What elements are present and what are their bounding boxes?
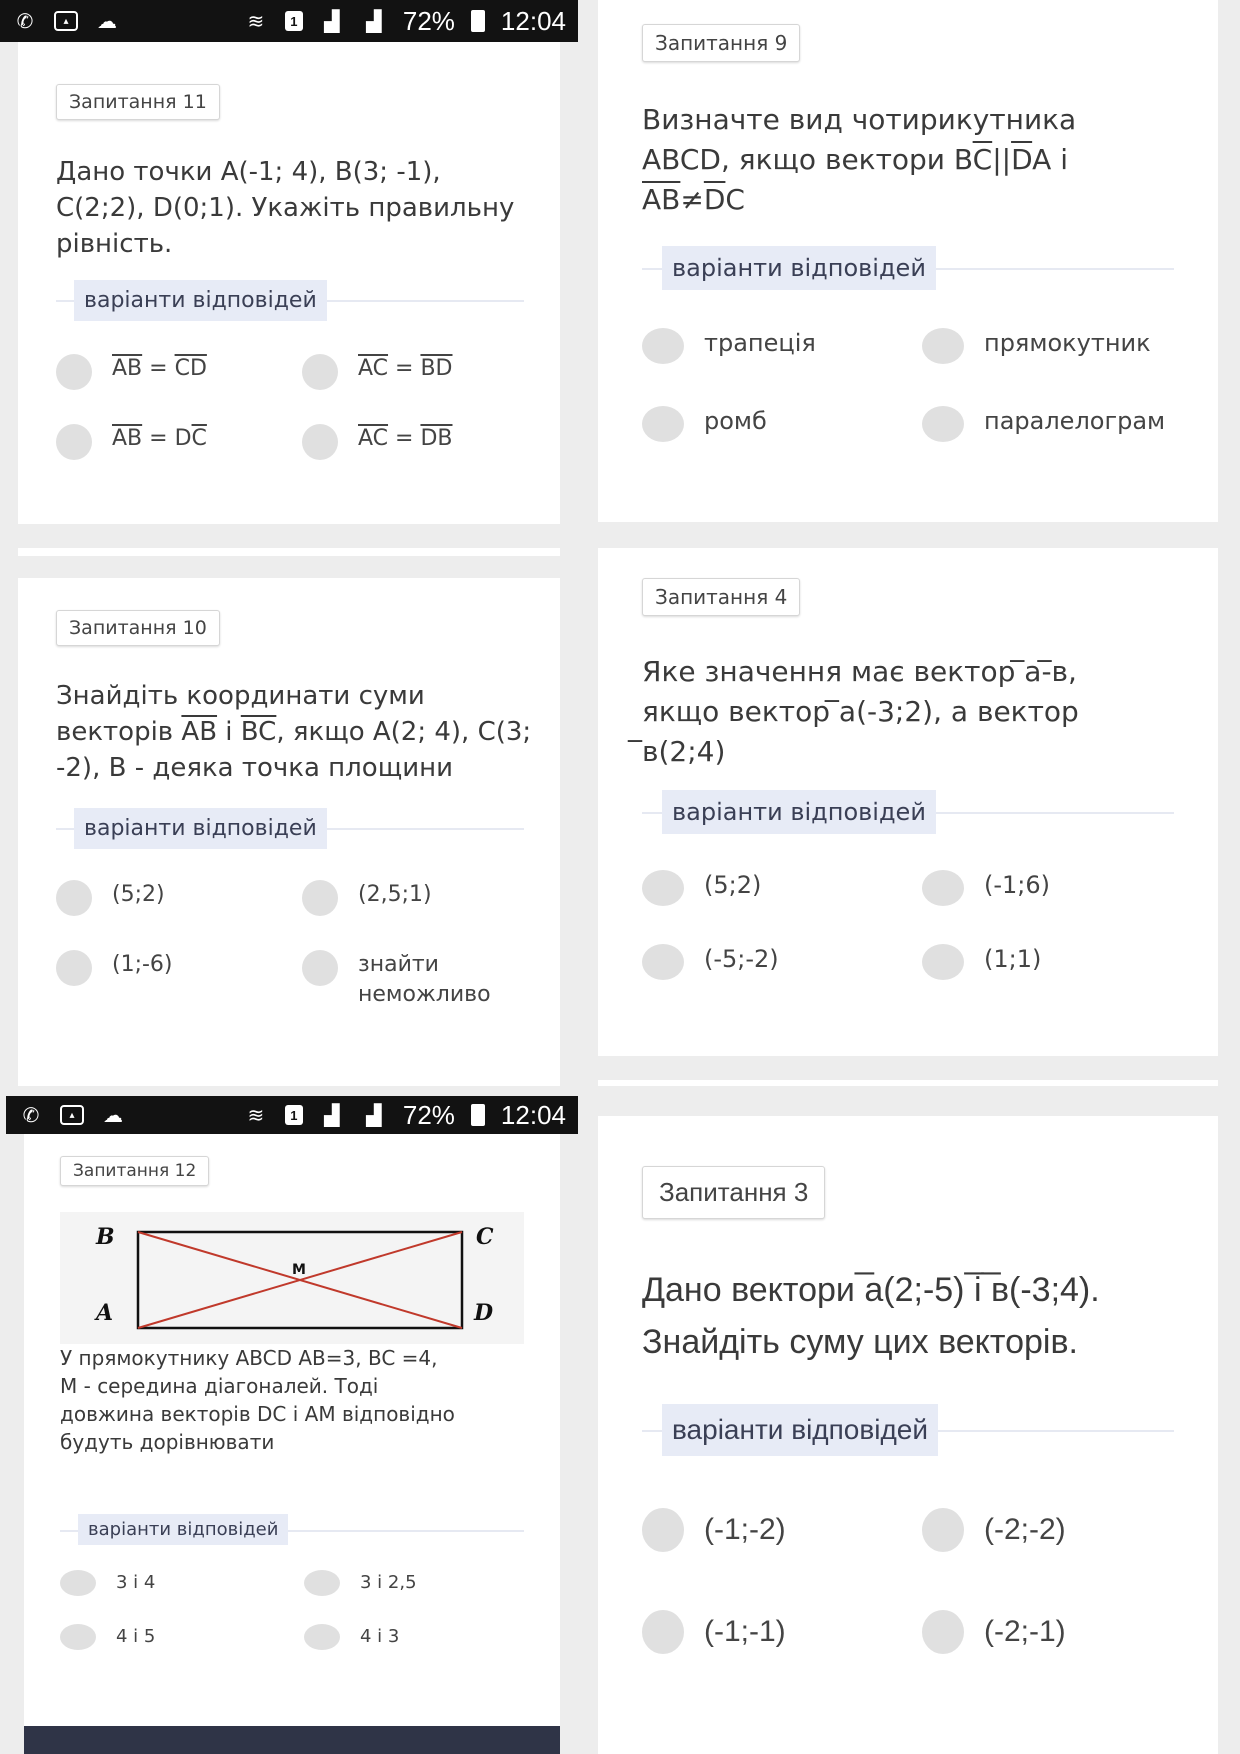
radio-button[interactable] xyxy=(304,1624,340,1650)
radio-button[interactable] xyxy=(922,870,964,906)
answer-option[interactable] xyxy=(642,944,779,980)
answer-option[interactable] xyxy=(922,328,1151,364)
sim-icon: 1 xyxy=(285,11,303,31)
option-label: (-1;-1) xyxy=(704,1615,786,1648)
question-tag: Запитання 4 xyxy=(642,578,800,616)
question-tag: Запитання 9 xyxy=(642,24,800,62)
midpoint-label-m: M xyxy=(292,1262,306,1278)
answers-label: варіанти відповідей xyxy=(662,1404,938,1456)
radio-button[interactable] xyxy=(304,1570,340,1596)
vertex-label-a: A xyxy=(96,1300,114,1326)
question-card-10 xyxy=(18,578,560,1086)
option-label: (-2;-2) xyxy=(984,1513,1066,1546)
answer-option[interactable] xyxy=(302,354,453,390)
signal-icon: ▟ xyxy=(366,1104,382,1127)
radio-button[interactable] xyxy=(56,950,92,986)
radio-button[interactable] xyxy=(642,944,684,980)
answer-option[interactable] xyxy=(642,1508,786,1552)
signal-icon: ▟ xyxy=(324,10,340,33)
radio-button[interactable] xyxy=(56,880,92,916)
option-label: трапеція xyxy=(704,329,816,357)
radio-button[interactable] xyxy=(302,424,338,460)
option-label: (1;1) xyxy=(984,945,1042,973)
radio-button[interactable] xyxy=(642,870,684,906)
answer-option[interactable] xyxy=(642,328,816,364)
viber-icon: ✆ xyxy=(22,1104,40,1127)
viber-icon: ✆ xyxy=(16,10,34,33)
rectangle-figure xyxy=(60,1212,524,1344)
radio-button[interactable] xyxy=(60,1570,96,1596)
answer-option[interactable] xyxy=(60,1570,155,1596)
answers-label: варіанти відповідей xyxy=(78,1514,288,1545)
status-bar-bottom xyxy=(6,1096,578,1134)
radio-button[interactable] xyxy=(56,354,92,390)
bottom-bar xyxy=(24,1726,560,1754)
battery-icon xyxy=(471,1104,485,1126)
option-label: 4 і 5 xyxy=(116,1626,156,1647)
question-text: Знайдіть координати суми векторів $\overline{AB}$ і $\overline{BC}$, якщо A(2; 4), C(3; -2), B - деяка точка площини xyxy=(56,681,532,783)
radio-button[interactable] xyxy=(922,406,964,442)
option-label: (-2;-1) xyxy=(984,1615,1066,1648)
radio-button[interactable] xyxy=(642,406,684,442)
answer-option[interactable] xyxy=(922,1610,1066,1654)
vertex-label-c: C xyxy=(476,1224,494,1250)
radio-button[interactable] xyxy=(922,1508,964,1552)
option-label: знайти неможливо xyxy=(358,952,491,1007)
question-tag: Запитання 12 xyxy=(60,1156,209,1186)
sim-icon: 1 xyxy=(285,1105,303,1125)
cloud-icon: ☁ xyxy=(103,1104,123,1127)
radio-button[interactable] xyxy=(642,1508,684,1552)
option-label: (5;2) xyxy=(704,871,762,899)
question-text: Дано вектори ̅а(2;-5) ̅і ̅в(-3;4). Знайдіть суму цих векторів. xyxy=(642,1271,1100,1361)
vertex-label-d: D xyxy=(474,1300,494,1326)
radio-button[interactable] xyxy=(56,424,92,460)
vertex-label-b: B xyxy=(96,1224,115,1250)
question-text: У прямокутнику ABCD AB=3, BC =4, M - середина діагоналей. Тоді довжина векторів DC і AM відповідно будуть дорівнювати xyxy=(60,1346,455,1454)
answer-option[interactable] xyxy=(642,870,761,906)
wifi-icon: ≋ xyxy=(247,10,265,33)
signal-icon: ▟ xyxy=(324,1104,340,1127)
rectangle-diagram xyxy=(60,1212,524,1344)
question-text: Яке значення має вектор ̅а-̅в, якщо вектор ̅а(-3;2), а вектор ̅в(2;4) xyxy=(642,655,1079,768)
option-label: ромб xyxy=(704,407,767,435)
wifi-icon: ≋ xyxy=(247,1104,265,1127)
answer-option[interactable] xyxy=(304,1570,417,1596)
image-icon: ▴ xyxy=(54,11,78,31)
option-label: (1;-6) xyxy=(112,952,173,977)
question-text: Дано точки A(-1; 4), B(3; -1), C(2;2), D(0;1). Укажіть правильну рівність. xyxy=(56,157,515,259)
answer-option[interactable] xyxy=(922,870,1050,906)
battery-percent: 72% xyxy=(402,5,455,36)
radio-button[interactable] xyxy=(60,1624,96,1650)
battery-percent: 72% xyxy=(402,1099,455,1130)
battery-icon xyxy=(471,10,485,32)
radio-button[interactable] xyxy=(302,354,338,390)
radio-button[interactable] xyxy=(922,1610,964,1654)
card-fragment xyxy=(598,1080,1218,1086)
answer-option[interactable] xyxy=(642,1610,786,1654)
clock: 12:04 xyxy=(500,1099,566,1130)
option-label: (-5;-2) xyxy=(704,945,779,973)
signal-icon: ▟ xyxy=(366,10,382,33)
answer-option[interactable] xyxy=(922,406,1165,442)
option-label: (-1;-2) xyxy=(704,1513,786,1546)
radio-button[interactable] xyxy=(642,328,684,364)
answer-option[interactable] xyxy=(302,950,508,1010)
radio-button[interactable] xyxy=(922,944,964,980)
answer-option[interactable] xyxy=(56,950,173,986)
option-label: 3 і 2,5 xyxy=(360,1572,417,1593)
answer-option[interactable] xyxy=(302,880,432,916)
option-label: $\overline{AB} = \overline{CD}$ xyxy=(112,356,207,381)
answers-label: варіанти відповідей xyxy=(662,790,936,834)
cloud-icon: ☁ xyxy=(97,10,117,33)
radio-button[interactable] xyxy=(922,328,964,364)
radio-button[interactable] xyxy=(302,950,338,986)
answer-option[interactable] xyxy=(922,1508,1066,1552)
option-label: (2,5;1) xyxy=(358,882,432,907)
question-tag: Запитання 11 xyxy=(56,84,220,120)
option-label: (5;2) xyxy=(112,882,165,907)
answers-label: варіанти відповідей xyxy=(74,280,327,321)
radio-button[interactable] xyxy=(642,1610,684,1654)
question-card-3 xyxy=(598,1116,1218,1754)
answer-option[interactable] xyxy=(642,406,767,442)
question-card-12 xyxy=(24,1134,560,1754)
option-label: (-1;6) xyxy=(984,871,1051,899)
answer-option[interactable] xyxy=(56,354,207,390)
question-text: Визначте вид чотирикутника ABCD, якщо вектори $B\overline{C}||\overline{D}A$ і $\overline{AB}\ne\overline{D}C$ xyxy=(642,103,1077,216)
option-label: $\overline{AC} = \overline{DB}$ xyxy=(358,426,453,451)
option-label: $\overline{AB} = D\overline{C}$ xyxy=(112,426,207,451)
question-card-9 xyxy=(598,0,1218,522)
status-bar-top xyxy=(0,0,578,42)
question-tag: Запитання 3 xyxy=(642,1166,825,1219)
image-icon: ▴ xyxy=(60,1105,84,1125)
answer-option[interactable] xyxy=(60,1624,155,1650)
answer-option[interactable] xyxy=(302,424,453,460)
option-label: паралелограм xyxy=(984,407,1166,435)
clock: 12:04 xyxy=(500,5,566,36)
option-label: $\overline{AC} = \overline{BD}$ xyxy=(358,356,453,381)
question-card-11 xyxy=(18,42,560,524)
answer-option[interactable] xyxy=(922,944,1041,980)
answer-option[interactable] xyxy=(56,424,207,460)
answer-option[interactable] xyxy=(304,1624,399,1650)
card-fragment xyxy=(18,548,560,556)
option-label: 3 і 4 xyxy=(116,1572,156,1593)
answer-option[interactable] xyxy=(56,880,165,916)
answers-label: варіанти відповідей xyxy=(662,246,936,290)
question-tag: Запитання 10 xyxy=(56,610,220,646)
answers-label: варіанти відповідей xyxy=(74,808,327,849)
option-label: 4 і 3 xyxy=(360,1626,400,1647)
option-label: прямокутник xyxy=(984,329,1151,357)
radio-button[interactable] xyxy=(302,880,338,916)
question-card-4 xyxy=(598,548,1218,1056)
